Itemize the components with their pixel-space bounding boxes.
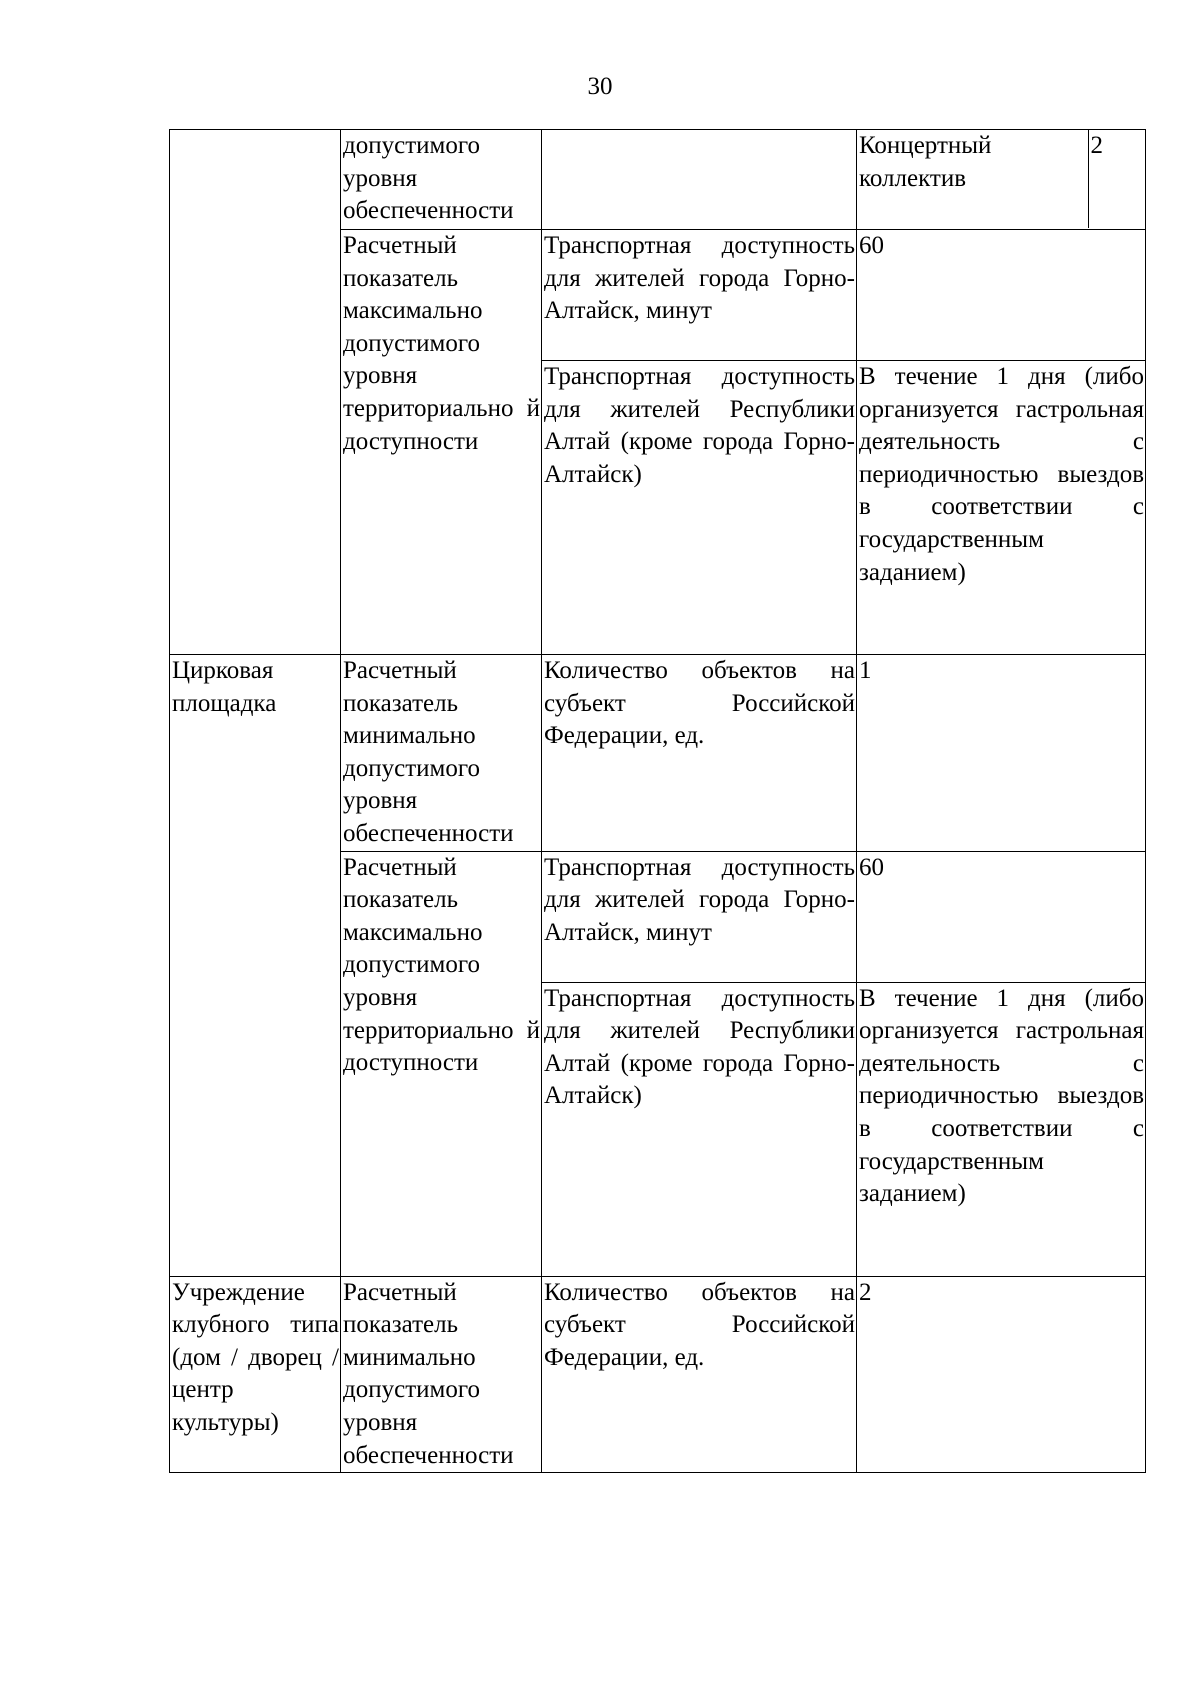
value-label: Концертный коллектив <box>859 132 992 192</box>
page-number: 30 <box>587 73 613 100</box>
table-cell-parameter <box>542 130 857 230</box>
value-number: 2 <box>1088 130 1146 228</box>
table-cell-value: 60 <box>857 851 1146 982</box>
table-cell-facility <box>170 130 341 655</box>
table-cell-parameter: Транспортная доступность для жителей города Горно-Алтайск, минут <box>542 230 857 361</box>
table-row <box>170 1276 1146 1473</box>
table-cell-value: 2 <box>857 1276 1146 1473</box>
table-cell-value: В течение 1 дня (либо организуется гастрольная деятельность с периодичностью выездов в соответствии с государственным заданием) <box>857 361 1146 655</box>
table-cell-parameter: Транспортная доступность для жителей Республики Алтай (кроме города Горно-Алтайск) <box>542 361 857 655</box>
table-cell-facility: Учреждение клубного типа (дом / дворец / центр культуры) <box>170 1276 341 1473</box>
table-row <box>170 655 1146 852</box>
table-cell-value: В течение 1 дня (либо организуется гастрольная деятельность с периодичностью выездов в соответствии с государственным заданием) <box>857 982 1146 1276</box>
table-cell-parameter: Количество объектов на субъект Российской Федерации, ед. <box>542 1276 857 1473</box>
table-cell-indicator: Расчетный показатель минимально допустимого уровня обеспеченности <box>341 1276 542 1473</box>
table-cell-parameter: Количество объектов на субъект Российской Федерации, ед. <box>542 655 857 852</box>
table-row <box>170 130 1146 230</box>
standards-table <box>169 129 1146 1473</box>
table-cell-parameter: Транспортная доступность для жителей Республики Алтай (кроме города Горно-Алтайск) <box>542 982 857 1276</box>
table-cell-parameter: Транспортная доступность для жителей города Горно-Алтайск, минут <box>542 851 857 982</box>
table-cell-facility: Цирковая площадка <box>170 655 341 1277</box>
table-cell-indicator: допустимого уровня обеспеченности <box>341 130 542 230</box>
table-cell-indicator: Расчетный показатель минимально допустимого уровня обеспеченности <box>341 655 542 852</box>
table-cell-indicator: Расчетный показатель максимально допустимого уровня территориально й доступности <box>341 230 542 655</box>
nested-value-table <box>857 130 1146 228</box>
table-cell-value: 60 <box>857 230 1146 361</box>
table-cell-indicator: Расчетный показатель максимально допустимого уровня территориально й доступности <box>341 851 542 1276</box>
table-cell-value-split <box>857 130 1146 230</box>
table-cell-value: 1 <box>857 655 1146 852</box>
